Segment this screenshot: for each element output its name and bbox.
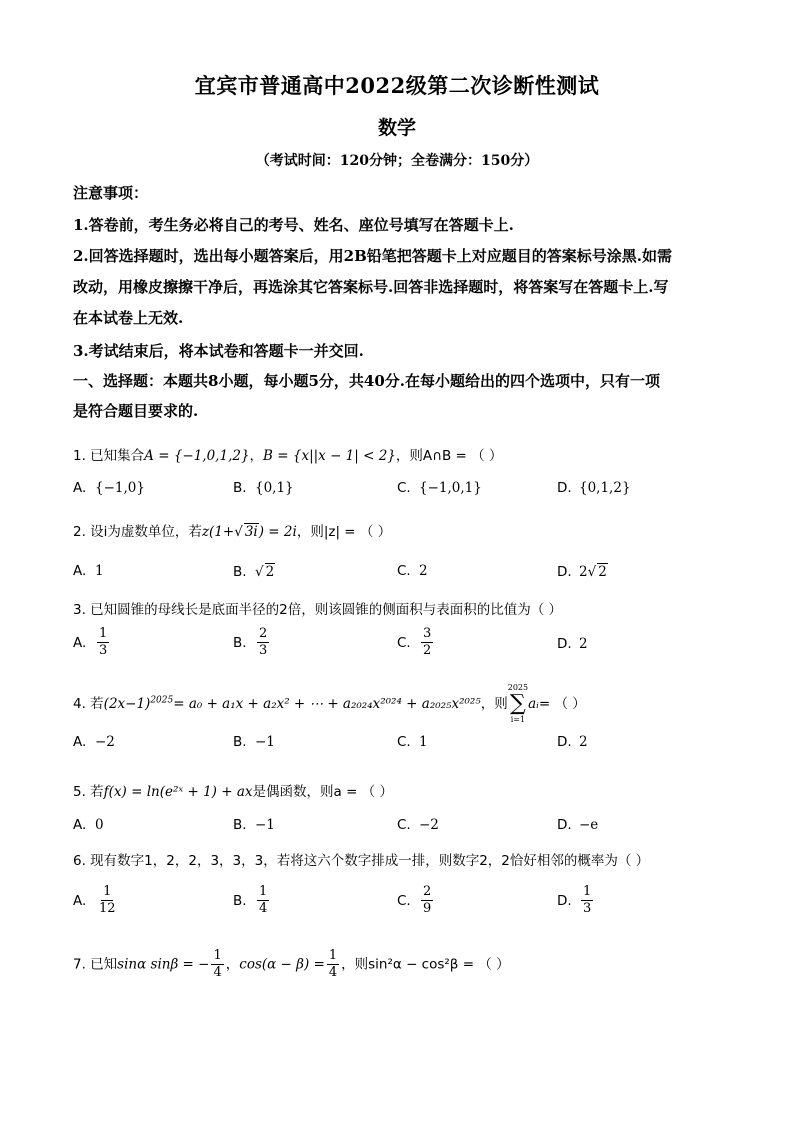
denominator: 4 bbox=[328, 965, 338, 980]
option-text: {0,1} bbox=[255, 480, 294, 496]
option-label: C. bbox=[397, 892, 411, 909]
question-5 bbox=[73, 780, 393, 800]
q4-option-d[interactable] bbox=[557, 734, 588, 750]
notes-heading: 注意事项： bbox=[73, 184, 149, 202]
q6-option-c[interactable] bbox=[397, 884, 435, 917]
option-label: A. bbox=[73, 892, 87, 909]
q4-option-a[interactable] bbox=[73, 734, 115, 750]
q2-expr-b: ) = 2i bbox=[258, 524, 297, 540]
question-2 bbox=[73, 520, 391, 540]
option-label: B. bbox=[233, 817, 247, 833]
section-1-line-2: 是符合题目要求的. bbox=[73, 402, 199, 420]
q4-exponent: 2025 bbox=[150, 695, 174, 706]
option-text: −2 bbox=[95, 734, 115, 750]
exam-title: 宜宾市普通高中2022级第二次诊断性测试 bbox=[194, 73, 600, 98]
option-text: −1 bbox=[255, 734, 275, 750]
sqrt-icon: √ bbox=[587, 564, 597, 580]
numerator: 1 bbox=[583, 884, 592, 899]
numerator: 1 bbox=[99, 626, 108, 641]
numerator: 1 bbox=[259, 884, 268, 899]
option-text: 2 bbox=[579, 636, 588, 652]
q5-prefix: 5. 若 bbox=[73, 784, 104, 800]
note-2-line-1: 2.回答选择题时，选出每小题答案后，用2B铅笔把答题卡上对应题目的答案标号涂黑.如需 bbox=[73, 247, 673, 265]
question-1 bbox=[73, 444, 502, 464]
denominator: 3 bbox=[583, 901, 592, 916]
q1-set-a: A = {−1,0,1,2} bbox=[144, 448, 250, 464]
q5-expr: f(x) = ln(e²ˣ + 1) + ax bbox=[103, 784, 253, 800]
denominator: 3 bbox=[99, 643, 108, 658]
q4-base: (2x−1) bbox=[103, 696, 151, 712]
fraction bbox=[211, 948, 223, 981]
option-label: D. bbox=[557, 734, 572, 750]
q3-option-a[interactable] bbox=[73, 626, 111, 659]
section-1-line-1: 一、选择题：本题共8小题，每小题5分，共40分.在每小题给出的四个选项中，只有一项 bbox=[73, 372, 660, 390]
option-label: D. bbox=[557, 480, 572, 496]
summation bbox=[508, 683, 528, 725]
q4-mid: ，则 bbox=[480, 696, 508, 712]
option-label: A. bbox=[73, 563, 87, 579]
numerator: 2 bbox=[423, 884, 432, 899]
option-coef: 2 bbox=[579, 564, 588, 580]
q5-option-a[interactable] bbox=[73, 817, 104, 833]
option-label: D. bbox=[557, 892, 572, 909]
option-label: D. bbox=[557, 817, 572, 833]
option-label: B. bbox=[233, 734, 247, 750]
sum-lower: i=1 bbox=[510, 715, 526, 724]
denominator: 4 bbox=[259, 901, 268, 916]
option-text: −e bbox=[579, 817, 599, 833]
q5-option-b[interactable] bbox=[233, 817, 275, 833]
fraction bbox=[421, 626, 433, 659]
q3-option-b[interactable] bbox=[233, 626, 271, 659]
numerator: 1 bbox=[328, 948, 338, 963]
fraction bbox=[257, 626, 269, 659]
denominator: 4 bbox=[213, 965, 222, 980]
sqrt-icon: √ bbox=[255, 564, 264, 580]
q1-suffix: ，则A∩B = （ ） bbox=[395, 448, 503, 464]
option-label: C. bbox=[397, 817, 411, 833]
q3-option-c[interactable] bbox=[397, 626, 435, 659]
q5-option-c[interactable] bbox=[397, 817, 439, 833]
denominator: 3 bbox=[259, 643, 268, 658]
option-label: B. bbox=[233, 634, 247, 651]
numerator: 1 bbox=[213, 948, 222, 963]
option-text: 2 bbox=[579, 734, 588, 750]
q1-comma: ， bbox=[249, 448, 264, 464]
sigma-icon: ∑ bbox=[510, 691, 526, 716]
fraction bbox=[97, 626, 109, 659]
option-label: B. bbox=[233, 480, 247, 496]
q7-suffix: ，则sin²α − cos²β = （ ） bbox=[341, 956, 510, 973]
q7-expr-2: cos(α − β) = bbox=[239, 956, 325, 973]
option-label: A. bbox=[73, 734, 87, 750]
q5-suffix: 是偶函数，则a = （ ） bbox=[252, 784, 393, 800]
numerator: 3 bbox=[423, 626, 432, 641]
q1-prefix: 1. 已知集合 bbox=[73, 448, 145, 464]
option-label: A. bbox=[73, 817, 87, 833]
option-text: {−1,0} bbox=[95, 480, 145, 496]
fraction bbox=[97, 884, 118, 917]
q1-option-b[interactable] bbox=[233, 480, 294, 496]
q7-prefix: 7. 已知 bbox=[73, 956, 118, 973]
fraction bbox=[581, 884, 593, 917]
note-1: 1.答卷前，考生务必将自己的考号、姓名、座位号填写在答题卡上. bbox=[73, 216, 514, 234]
option-text: 2 bbox=[419, 563, 428, 579]
q7-expr-1: sinα sinβ = − bbox=[117, 956, 210, 973]
q1-option-d[interactable] bbox=[557, 480, 631, 496]
exam-subject: 数学 bbox=[377, 117, 416, 139]
option-text: 1 bbox=[95, 563, 104, 579]
option-text: {0,1,2} bbox=[579, 480, 631, 496]
option-label: C. bbox=[397, 634, 411, 651]
q2-option-b[interactable] bbox=[233, 563, 275, 580]
exam-info: （考试时间：120分钟；全卷满分：150分） bbox=[255, 153, 539, 169]
question-3: 3. 已知圆锥的母线长是底面半径的2倍，则该圆锥的侧面积与表面积的比值为（ ） bbox=[73, 602, 563, 618]
sum-term: aᵢ bbox=[528, 696, 539, 712]
denominator: 9 bbox=[423, 901, 432, 916]
option-label: B. bbox=[233, 564, 247, 580]
q5-option-d[interactable] bbox=[557, 817, 598, 833]
option-radicand: 2 bbox=[265, 564, 275, 580]
note-2-line-3: 在本试卷上无效. bbox=[73, 309, 184, 327]
option-text: {−1,0,1} bbox=[419, 480, 482, 496]
note-3: 3.考试结束后，将本试卷和答题卡一并交回. bbox=[73, 342, 364, 360]
q4-option-c[interactable] bbox=[397, 734, 428, 750]
sum-upper: 2025 bbox=[507, 683, 529, 692]
option-label: D. bbox=[557, 564, 572, 580]
q2-option-a[interactable] bbox=[73, 563, 104, 579]
fraction bbox=[327, 948, 339, 981]
q2-option-d[interactable] bbox=[557, 563, 608, 580]
q1-option-c[interactable] bbox=[397, 480, 482, 496]
question-6: 6. 现有数字1，2，2，3，3，3，若将这六个数字排成一排，则数字2，2恰好相邻的概率为（ ） bbox=[73, 853, 650, 869]
option-label: D. bbox=[557, 636, 572, 652]
q2-option-c[interactable] bbox=[397, 563, 428, 579]
numerator: 1 bbox=[103, 884, 112, 899]
numerator: 2 bbox=[259, 626, 268, 641]
q6-option-b[interactable] bbox=[233, 884, 271, 917]
option-text: 1 bbox=[419, 734, 428, 750]
q4-rhs: = a₀ + a₁x + a₂x² + ⋯ + a₂₀₂₄x²⁰²⁴ + a₂₀₂₅x²⁰²⁵ bbox=[173, 696, 481, 712]
question-4 bbox=[73, 683, 586, 725]
option-label: B. bbox=[233, 892, 247, 909]
q1-set-b: B = {x||x − 1| < 2} bbox=[263, 448, 396, 464]
option-label: A. bbox=[73, 634, 87, 651]
denominator: 12 bbox=[99, 901, 116, 916]
q4-suffix: = （ ） bbox=[538, 696, 586, 712]
fraction bbox=[421, 884, 433, 917]
question-7 bbox=[73, 948, 510, 981]
fraction bbox=[257, 884, 269, 917]
q2-suffix: ，则|z| = （ ） bbox=[296, 524, 392, 540]
option-text: −2 bbox=[419, 817, 439, 833]
option-label: C. bbox=[397, 734, 411, 750]
note-2-line-2: 改动，用橡皮擦擦干净后，再选涂其它答案标号.回答非选择题时，将答案写在答题卡上.写 bbox=[73, 278, 669, 296]
q4-option-b[interactable] bbox=[233, 734, 275, 750]
q7-separator: ， bbox=[225, 956, 240, 973]
sqrt-icon: √ bbox=[234, 524, 243, 540]
q3-option-d[interactable] bbox=[557, 636, 588, 652]
option-label: C. bbox=[397, 480, 411, 496]
option-label: A. bbox=[73, 480, 87, 496]
option-text: 0 bbox=[95, 817, 104, 833]
q2-expr-radicand: 3i bbox=[244, 524, 258, 540]
q6-option-a[interactable] bbox=[73, 884, 120, 917]
denominator: 2 bbox=[423, 643, 432, 658]
q4-prefix: 4. 若 bbox=[73, 696, 104, 712]
q1-option-a[interactable] bbox=[73, 480, 145, 496]
option-label: C. bbox=[397, 563, 411, 579]
q2-prefix: 2. 设i为虚数单位，若 bbox=[73, 524, 202, 540]
q6-option-d[interactable] bbox=[557, 884, 595, 917]
option-text: −1 bbox=[255, 817, 275, 833]
option-radicand: 2 bbox=[598, 564, 607, 580]
q2-expr-a: z(1+ bbox=[201, 524, 235, 540]
